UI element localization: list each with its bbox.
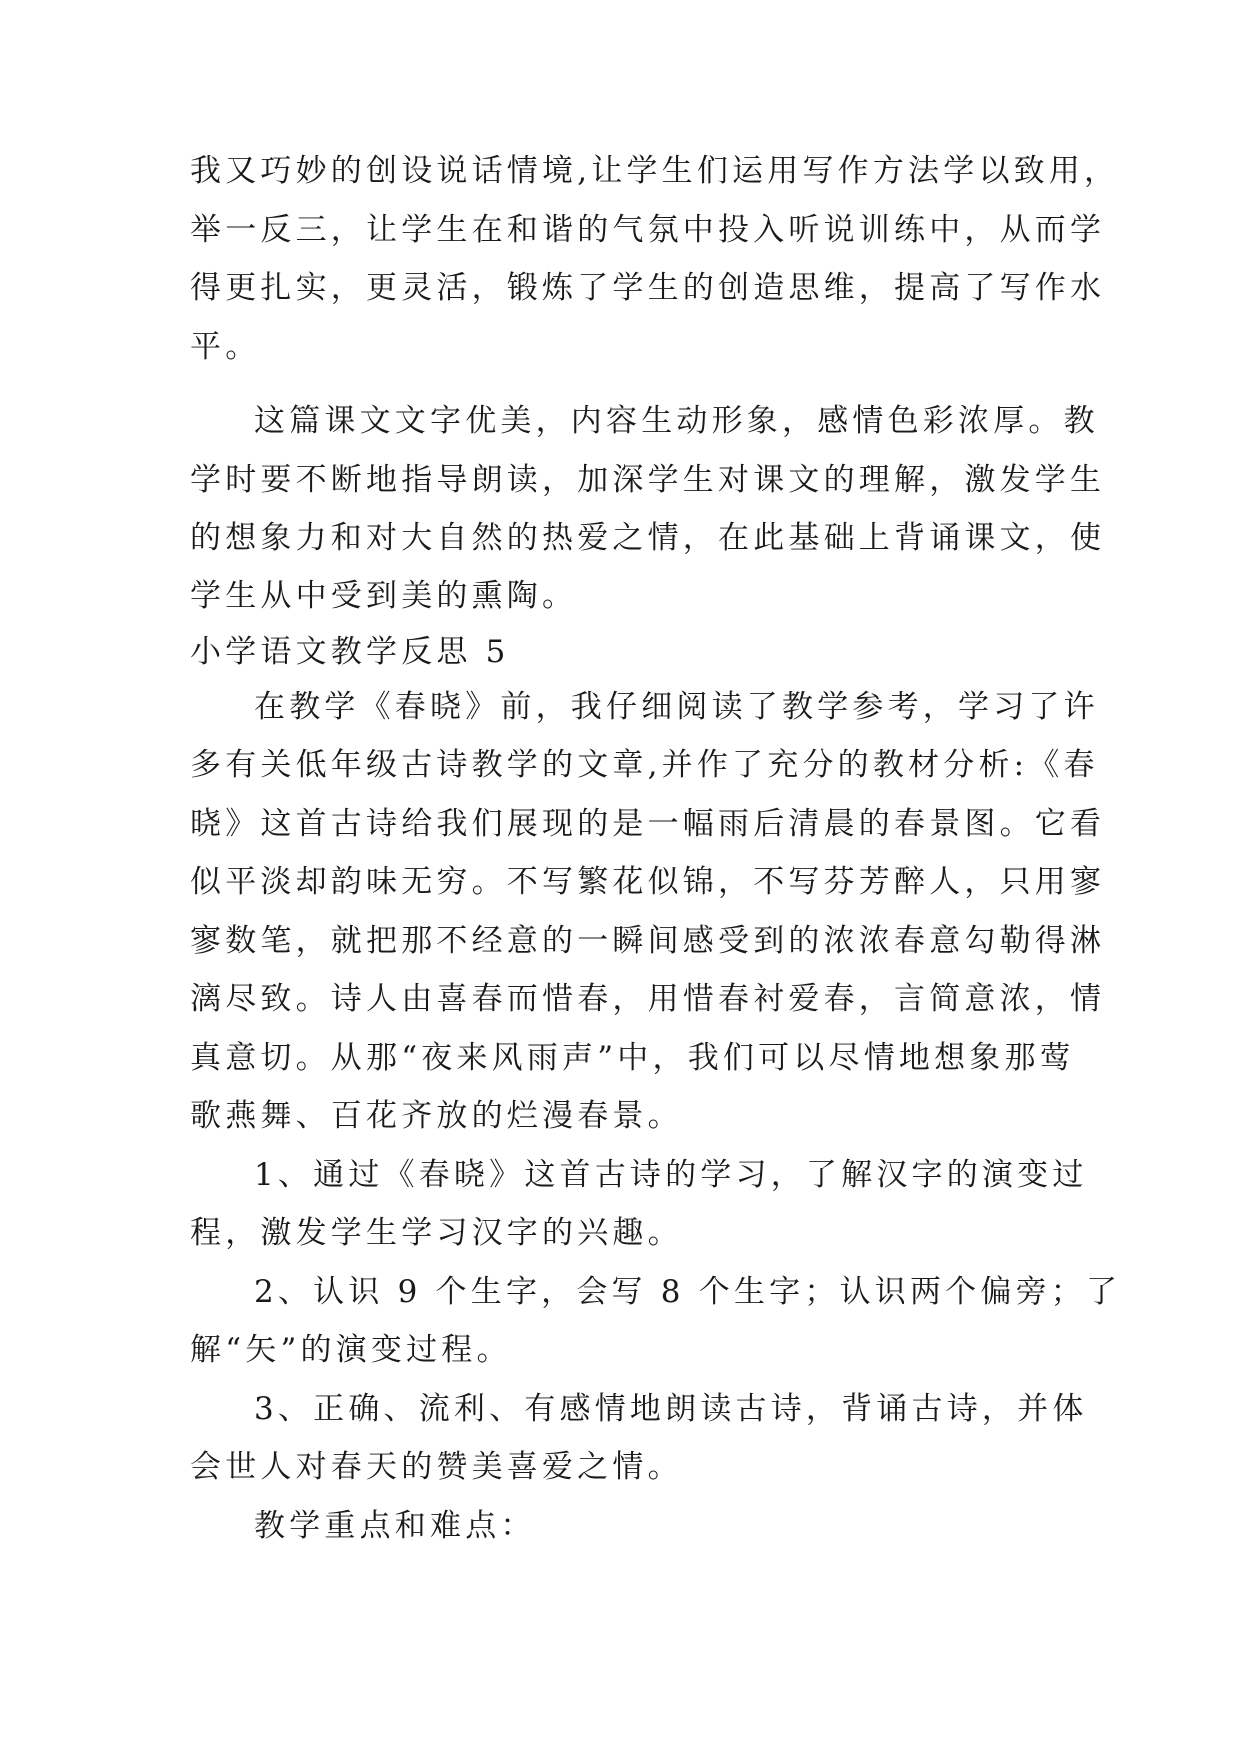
- paragraph-line: 的想象力和对大自然的热爱之情，在此基础上背诵课文，使: [190, 520, 1106, 556]
- list-item-continuation: 解“矢”的演变过程。: [190, 1332, 512, 1368]
- list-item-continuation: 程，激发学生学习汉字的兴趣。: [190, 1215, 683, 1251]
- paragraph-line: 学时要不断地指导朗读，加深学生对课文的理解，激发学生: [190, 462, 1106, 498]
- paragraph-line: 寥数笔，就把那不经意的一瞬间感受到的浓浓春意勾勒得淋: [190, 923, 1106, 959]
- paragraph-line: 举一反三，让学生在和谐的气氛中投入听说训练中，从而学: [190, 212, 1106, 248]
- paragraph-line: 漓尽致。诗人由喜春而惜春，用惜春衬爱春，言简意浓，情: [190, 981, 1106, 1017]
- paragraph-line: 平。: [190, 329, 261, 365]
- paragraph-line: 在教学《春晓》前，我仔细阅读了教学参考，学习了许: [254, 689, 1099, 725]
- paragraph-line: 晓》这首古诗给我们展现的是一幅雨后清晨的春景图。它看: [190, 806, 1106, 842]
- paragraph-line: 似平淡却韵味无穷。不写繁花似锦，不写芬芳醉人，只用寥: [190, 864, 1106, 900]
- paragraph-line: 学生从中受到美的熏陶。: [190, 578, 578, 614]
- subheading: 教学重点和难点：: [254, 1508, 536, 1544]
- paragraph-line: 我又巧妙的创设说话情境,让学生们运用写作方法学以致用，: [190, 153, 1120, 189]
- list-item: 3、正确、流利、有感情地朗读古诗，背诵古诗，并体: [254, 1391, 1088, 1427]
- paragraph-line: 得更扎实，更灵活，锻炼了学生的创造思维，提高了写作水: [190, 270, 1106, 306]
- paragraph-line: 歌燕舞、百花齐放的烂漫春景。: [190, 1098, 683, 1134]
- paragraph-line: 多有关低年级古诗教学的文章,并作了充分的教材分析:《春: [190, 747, 1099, 783]
- list-item: 1、通过《春晓》这首古诗的学习，了解汉字的演变过: [254, 1157, 1088, 1193]
- section-heading: 小学语文教学反思 5: [190, 634, 510, 670]
- list-item-continuation: 会世人对春天的赞美喜爱之情。: [190, 1449, 683, 1485]
- list-item: 2、认识 9 个生字，会写 8 个生字；认识两个偏旁；了: [254, 1274, 1122, 1310]
- paragraph-line: 这篇课文文字优美，内容生动形象，感情色彩浓厚。教: [254, 403, 1099, 439]
- paragraph-line: 真意切。从那“夜来风雨声”中，我们可以尽情地想象那莺: [190, 1040, 1075, 1076]
